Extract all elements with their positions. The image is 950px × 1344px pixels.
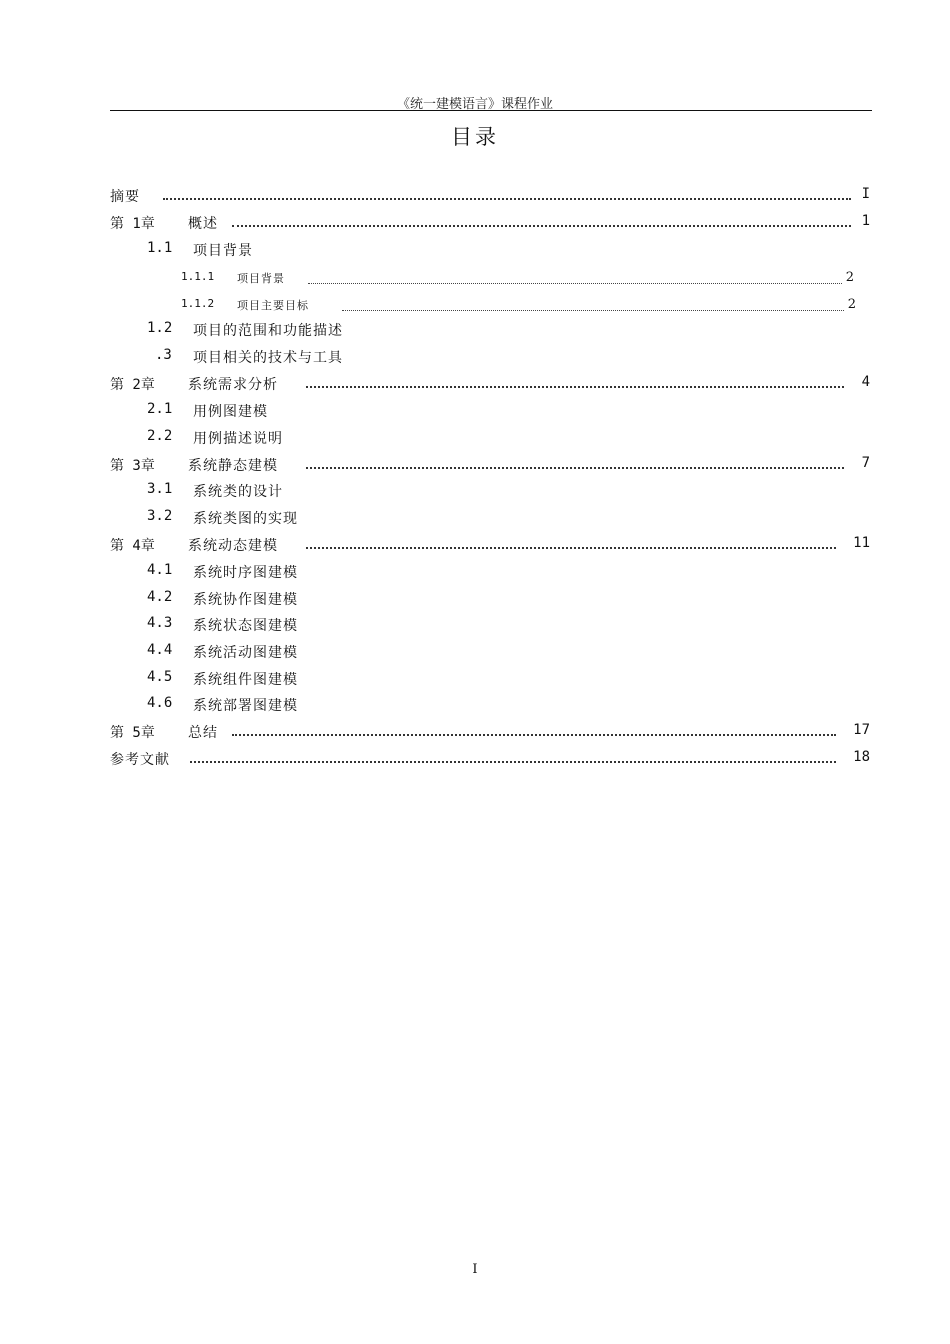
header-rule bbox=[110, 110, 872, 111]
toc-entry-label: 项目主要目标 bbox=[237, 299, 309, 312]
toc-entry-number: 1.2 bbox=[147, 320, 173, 336]
toc-entry-4-2[interactable] bbox=[0, 589, 950, 611]
toc-entry-1-1-1[interactable] bbox=[0, 270, 950, 292]
toc-entry-chapter-1[interactable] bbox=[0, 213, 950, 235]
toc-entry-number: 4.3 bbox=[147, 615, 173, 631]
toc-entry-1-3[interactable] bbox=[0, 347, 950, 369]
toc-entry-label: 项目相关的技术与工具 bbox=[193, 350, 343, 366]
toc-entry-3-2[interactable] bbox=[0, 508, 950, 530]
toc-entry-4-1[interactable] bbox=[0, 562, 950, 584]
toc-entry-number: 第 5章 bbox=[110, 725, 155, 741]
toc-entry-page: 7 bbox=[861, 455, 870, 471]
toc-entry-label: 系统活动图建模 bbox=[193, 645, 298, 661]
toc-leader-dots bbox=[232, 734, 836, 736]
toc-entry-page: 2 bbox=[845, 270, 854, 285]
toc-entry-number: 1.1.2 bbox=[181, 297, 215, 310]
toc-leader-dots bbox=[306, 467, 844, 469]
toc-leader-dots bbox=[232, 225, 851, 227]
toc-leader-dots bbox=[306, 386, 844, 388]
toc-entry-label: 项目背景 bbox=[237, 272, 285, 285]
toc-entry-number: 第 4章 bbox=[110, 538, 155, 554]
toc-entry-label: 系统需求分析 bbox=[188, 377, 278, 393]
toc-entry-number: 1.1.1 bbox=[181, 270, 215, 283]
toc-entry-4-4[interactable] bbox=[0, 642, 950, 664]
toc-entry-page: 2 bbox=[847, 297, 856, 312]
toc-entry-label: 概述 bbox=[188, 216, 218, 232]
toc-entry-page: I bbox=[861, 186, 870, 202]
toc-entry-4-3[interactable] bbox=[0, 615, 950, 637]
toc-entry-label: 项目背景 bbox=[193, 243, 253, 259]
toc-entry-label: 系统类图的实现 bbox=[193, 511, 298, 527]
toc-entry-label: 系统组件图建模 bbox=[193, 672, 298, 688]
toc-leader-dots bbox=[308, 283, 842, 284]
toc-entry-page: 17 bbox=[853, 722, 870, 738]
toc-entry-label: 系统状态图建模 bbox=[193, 618, 298, 634]
toc-entry-number: 第 3章 bbox=[110, 458, 155, 474]
toc-entry-page: 1 bbox=[861, 213, 870, 229]
toc-entry-4-6[interactable] bbox=[0, 695, 950, 717]
toc-entry-number: 4.5 bbox=[147, 669, 173, 685]
toc-entry-number: 第 2章 bbox=[110, 377, 155, 393]
toc-leader-dots bbox=[342, 310, 844, 311]
toc-entry-chapter-4[interactable] bbox=[0, 535, 950, 557]
toc-entry-number: 4.2 bbox=[147, 589, 173, 605]
toc-leader-dots bbox=[163, 198, 851, 200]
toc-entry-abstract[interactable] bbox=[0, 186, 950, 208]
toc-leader-dots bbox=[306, 547, 836, 549]
toc-entry-number: 4.4 bbox=[147, 642, 173, 658]
toc-entry-label: 摘要 bbox=[110, 189, 140, 205]
toc-entry-label: 用例图建模 bbox=[193, 404, 268, 420]
toc-entry-1-1-2[interactable] bbox=[0, 297, 950, 319]
toc-entry-number: 2.2 bbox=[147, 428, 173, 444]
toc-entry-number: 2.1 bbox=[147, 401, 173, 417]
toc-entry-page: 18 bbox=[853, 749, 870, 765]
toc-entry-label: 用例描述说明 bbox=[193, 431, 283, 447]
toc-entry-number: 4.6 bbox=[147, 695, 173, 711]
toc-entry-page: 11 bbox=[853, 535, 870, 551]
toc-leader-dots bbox=[190, 761, 836, 763]
toc-entry-label: 系统类的设计 bbox=[193, 484, 283, 500]
toc-entry-4-5[interactable] bbox=[0, 669, 950, 691]
toc-entry-1-2[interactable] bbox=[0, 320, 950, 342]
toc-entry-label: 系统协作图建模 bbox=[193, 592, 298, 608]
toc-entry-3-1[interactable] bbox=[0, 481, 950, 503]
toc-title: 目录 bbox=[451, 125, 499, 149]
toc-entry-label: 参考文献 bbox=[110, 752, 170, 768]
footer-page-number: I bbox=[472, 1262, 478, 1277]
toc-entry-label: 系统时序图建模 bbox=[193, 565, 298, 581]
toc-entry-label: 系统部署图建模 bbox=[193, 698, 298, 714]
toc-entry-1-1[interactable] bbox=[0, 240, 950, 262]
toc-entry-chapter-2[interactable] bbox=[0, 374, 950, 396]
toc-entry-page: 4 bbox=[861, 374, 870, 390]
toc-entry-chapter-3[interactable] bbox=[0, 455, 950, 477]
running-header: 《统一建模语言》课程作业 bbox=[396, 97, 553, 112]
toc-entry-references[interactable] bbox=[0, 749, 950, 771]
toc-entry-2-2[interactable] bbox=[0, 428, 950, 450]
toc-entry-label: 系统静态建模 bbox=[188, 458, 278, 474]
toc-entry-number: 1.1 bbox=[147, 240, 173, 256]
toc-entry-number: .3 bbox=[155, 347, 172, 363]
toc-entry-number: 3.2 bbox=[147, 508, 173, 524]
toc-entry-number: 4.1 bbox=[147, 562, 173, 578]
toc-entry-number: 第 1章 bbox=[110, 216, 155, 232]
toc-entry-label: 总结 bbox=[188, 725, 218, 741]
toc-entry-chapter-5[interactable] bbox=[0, 722, 950, 744]
toc-entry-label: 项目的范围和功能描述 bbox=[193, 323, 343, 339]
toc-entry-number: 3.1 bbox=[147, 481, 173, 497]
toc-entry-2-1[interactable] bbox=[0, 401, 950, 423]
toc-entry-label: 系统动态建模 bbox=[188, 538, 278, 554]
